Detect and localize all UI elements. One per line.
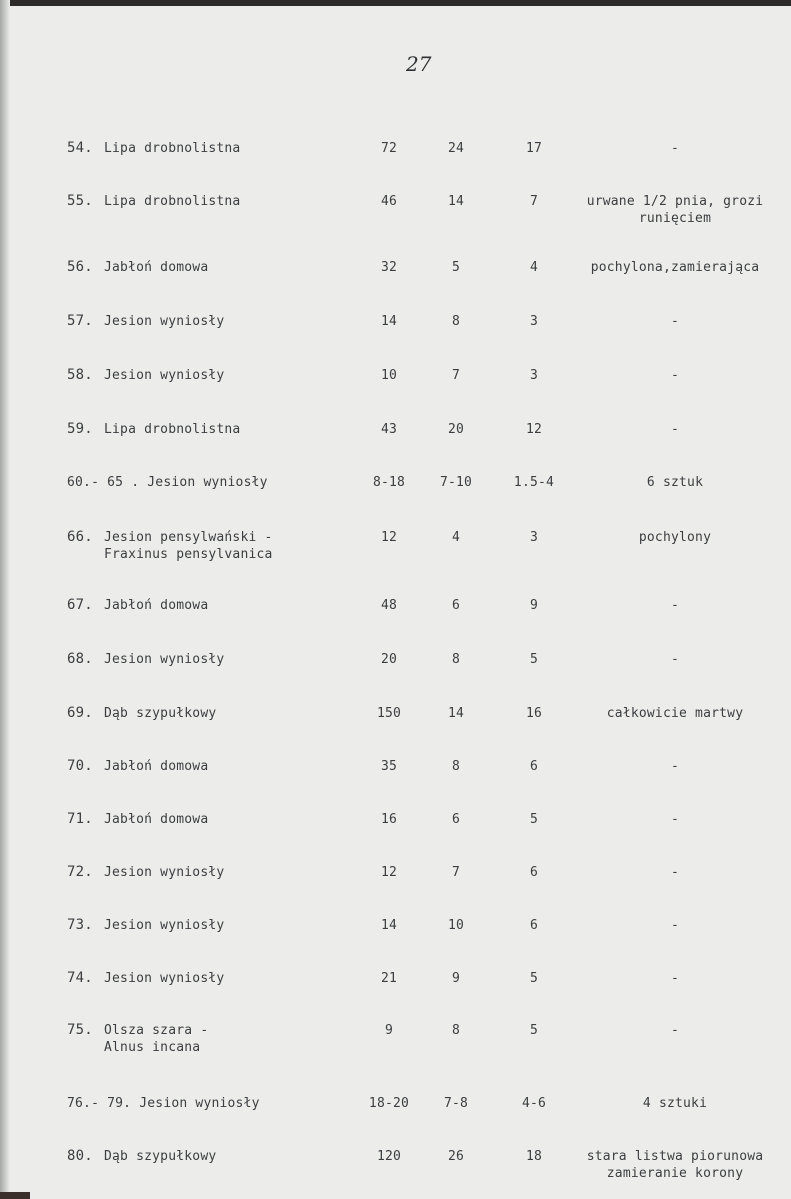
measure-3: 7 [529, 194, 539, 209]
measure-2: 4 [451, 530, 461, 545]
measure-1: 14 [380, 918, 398, 933]
species-name: Jesion wyniosły [104, 865, 225, 880]
row-number: 54. [67, 140, 93, 156]
measure-2: 14 [447, 194, 465, 209]
species-name: Dąb szypułkowy [104, 1149, 217, 1164]
remarks: - [670, 865, 680, 880]
measure-2: 9 [451, 971, 461, 986]
page-number: 27 [406, 52, 432, 76]
measure-1: 48 [380, 598, 398, 613]
remarks: - [670, 314, 680, 329]
species-name: Jabłoń domowa [104, 759, 209, 774]
table-row [0, 313, 791, 353]
row-number: 56. [67, 259, 93, 275]
measure-3: 4 [529, 260, 539, 275]
row-number: 80. [67, 1148, 93, 1164]
row-number: 72. [67, 864, 93, 880]
remarks: - [670, 918, 680, 933]
measure-2: 26 [447, 1149, 465, 1164]
scan-bottom-edge [0, 1192, 30, 1199]
remarks: - [670, 598, 680, 613]
measure-1: 14 [380, 314, 398, 329]
table-row [0, 367, 791, 407]
row-number: 55. [67, 193, 93, 209]
species-name: 60.- 65 . Jesion wyniosły [67, 475, 268, 490]
species-name: Jabłoń domowa [104, 260, 209, 275]
measure-3: 3 [529, 314, 539, 329]
species-name: Lipa drobnolistna [104, 141, 241, 156]
measure-1: 12 [380, 530, 398, 545]
measure-1: 72 [380, 141, 398, 156]
table-row [0, 474, 791, 514]
measure-3: 18 [525, 1149, 543, 1164]
remarks: pochylony [638, 530, 712, 545]
row-number: 66. [67, 529, 93, 545]
remarks: - [670, 1023, 680, 1038]
measure-2: 8 [451, 314, 461, 329]
measure-2: 24 [447, 141, 465, 156]
measure-2: 7 [451, 865, 461, 880]
row-number: 67. [67, 597, 93, 613]
table-row [0, 917, 791, 957]
measure-3: 6 [529, 759, 539, 774]
remarks: 4 sztuki [642, 1096, 708, 1111]
measure-3: 5 [529, 812, 539, 827]
measure-3: 5 [529, 971, 539, 986]
measure-3: 4-6 [521, 1096, 547, 1111]
remarks: pochylona,zamierająca [590, 260, 760, 275]
remarks: - [670, 971, 680, 986]
species-name: Dąb szypułkowy [104, 706, 217, 721]
table-row [0, 140, 791, 180]
measure-1: 18-20 [368, 1096, 410, 1111]
row-number: 59. [67, 421, 93, 437]
measure-1: 16 [380, 812, 398, 827]
row-number: 58. [67, 367, 93, 383]
table-row [0, 758, 791, 798]
measure-2: 6 [451, 598, 461, 613]
table-row [0, 597, 791, 637]
table-row [0, 259, 791, 299]
measure-1: 43 [380, 422, 398, 437]
measure-1: 46 [380, 194, 398, 209]
table-row [0, 529, 791, 569]
table-row [0, 193, 791, 233]
measure-1: 12 [380, 865, 398, 880]
species-name: Jesion pensylwański - Fraxinus pensylvanica [104, 530, 273, 562]
row-number: 71. [67, 811, 93, 827]
measure-3: 1.5-4 [513, 475, 555, 490]
row-number: 73. [67, 917, 93, 933]
table-row [0, 811, 791, 851]
measure-3: 9 [529, 598, 539, 613]
table-row [0, 864, 791, 904]
measure-3: 5 [529, 652, 539, 667]
measure-3: 16 [525, 706, 543, 721]
species-name: Jabłoń domowa [104, 812, 209, 827]
row-number: 68. [67, 651, 93, 667]
measure-3: 6 [529, 865, 539, 880]
measure-1: 20 [380, 652, 398, 667]
species-name: Lipa drobnolistna [104, 422, 241, 437]
species-name: Olsza szara - Alnus incana [104, 1023, 209, 1055]
species-name: 76.- 79. Jesion wyniosły [67, 1096, 260, 1111]
measure-2: 20 [447, 422, 465, 437]
table-row [0, 1095, 791, 1135]
species-name: Jesion wyniosły [104, 652, 225, 667]
measure-2: 10 [447, 918, 465, 933]
remarks: - [670, 652, 680, 667]
measure-1: 21 [380, 971, 398, 986]
measure-2: 8 [451, 1023, 461, 1038]
scan-top-edge [0, 0, 791, 6]
table-row [0, 705, 791, 745]
measure-1: 8-18 [372, 475, 406, 490]
measure-2: 8 [451, 759, 461, 774]
measure-2: 7-8 [443, 1096, 469, 1111]
measure-3: 5 [529, 1023, 539, 1038]
species-name: Lipa drobnolistna [104, 194, 241, 209]
remarks: - [670, 422, 680, 437]
row-number: 57. [67, 313, 93, 329]
measure-1: 120 [376, 1149, 402, 1164]
species-name: Jesion wyniosły [104, 368, 225, 383]
table-row [0, 1148, 791, 1188]
measure-2: 7-10 [439, 475, 473, 490]
table-row [0, 421, 791, 461]
remarks: stara listwa piorunowa zamieranie korony [586, 1149, 764, 1181]
measure-2: 14 [447, 706, 465, 721]
remarks: 6 sztuk [646, 475, 704, 490]
table-row [0, 1022, 791, 1062]
table-row [0, 970, 791, 1010]
measure-2: 8 [451, 652, 461, 667]
remarks: - [670, 759, 680, 774]
measure-2: 7 [451, 368, 461, 383]
remarks: całkowicie martwy [606, 706, 744, 721]
species-name: Jesion wyniosły [104, 971, 225, 986]
measure-3: 6 [529, 918, 539, 933]
remarks: urwane 1/2 pnia, grozi runięciem [586, 194, 764, 226]
table-row [0, 651, 791, 691]
row-number: 69. [67, 705, 93, 721]
species-name: Jesion wyniosły [104, 314, 225, 329]
measure-1: 150 [376, 706, 402, 721]
measure-1: 10 [380, 368, 398, 383]
measure-2: 5 [451, 260, 461, 275]
measure-3: 3 [529, 530, 539, 545]
row-number: 74. [67, 970, 93, 986]
measure-2: 6 [451, 812, 461, 827]
species-name: Jabłoń domowa [104, 598, 209, 613]
species-name: Jesion wyniosły [104, 918, 225, 933]
measure-1: 9 [384, 1023, 394, 1038]
remarks: - [670, 812, 680, 827]
measure-3: 12 [525, 422, 543, 437]
row-number: 75. [67, 1022, 93, 1038]
measure-1: 32 [380, 260, 398, 275]
remarks: - [670, 141, 680, 156]
measure-3: 17 [525, 141, 543, 156]
measure-1: 35 [380, 759, 398, 774]
remarks: - [670, 368, 680, 383]
row-number: 70. [67, 758, 93, 774]
measure-3: 3 [529, 368, 539, 383]
